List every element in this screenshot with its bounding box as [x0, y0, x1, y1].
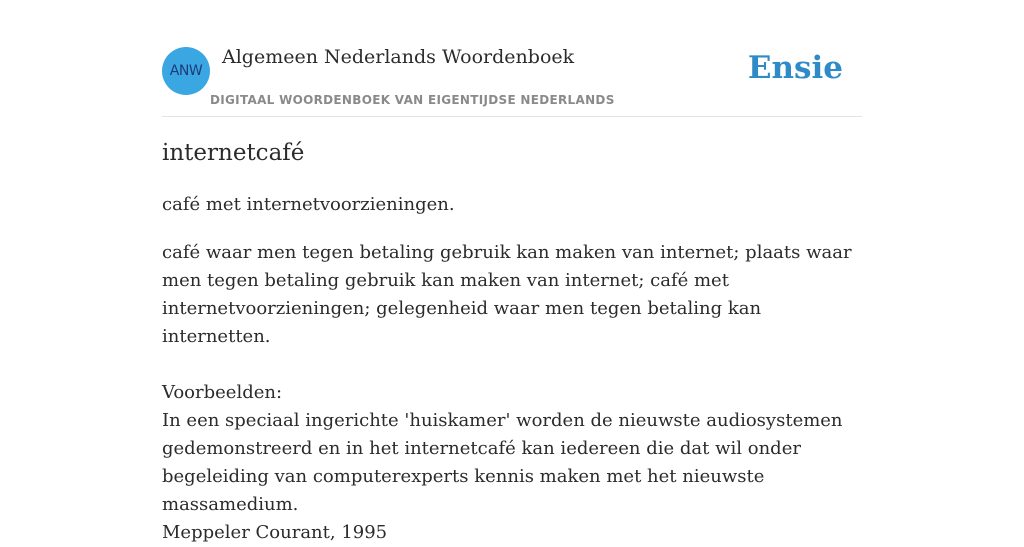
entry-content	[162, 239, 862, 547]
examples-label: Voorbeelden:	[162, 382, 283, 403]
logo-text: ANW	[169, 63, 203, 79]
example-text: In een speciaal ingerichte 'huiskamer' worden de nieuwste audiosystemen gedemonstreerd en in het internetcafé kan iedereen die dat wil onder begeleiding van computerexperts kennis maken met het nieuwste massamedium.	[162, 410, 843, 515]
spacer	[162, 351, 862, 379]
site-subtitle: DIGITAAL WOORDENBOEK VAN EIGENTIJDSE NEDERLANDS	[210, 93, 615, 107]
site-title[interactable]: Algemeen Nederlands Woordenboek	[222, 46, 575, 68]
ensie-brand-logo[interactable]: Ensie	[747, 50, 843, 86]
definition-text: café waar men tegen betaling gebruik kan maken van internet; plaats waar men tegen betaling gebruik kan maken van internet; café met internetvoorzieningen; gelegenheid waar men tegen betaling kan internetten.	[162, 242, 852, 347]
example-source: Meppeler Courant, 1995	[162, 522, 388, 543]
entry-word: internetcafé	[162, 140, 305, 166]
short-definition: café met internetvoorzieningen.	[162, 194, 455, 215]
header	[162, 0, 862, 117]
anw-logo[interactable]	[162, 47, 210, 95]
